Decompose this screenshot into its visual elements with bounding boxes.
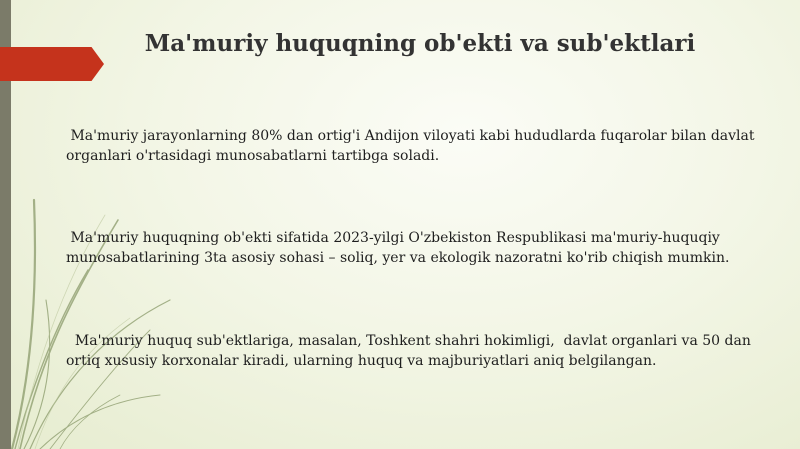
paragraph-3: Ma'muriy huquq sub'ektlariga, masalan, Toshkent shahri hokimligi, davlat organlari va 50 dan ortiq xususiy korxonalar kiradi, ularning huquq va majburiyatlari aniq belgilangan. (66, 333, 756, 369)
slide-title: Ma'muriy huquqning ob'ekti va sub'ektlari (144, 30, 696, 57)
title-arrow-tab (0, 47, 104, 81)
paragraph-2: Ma'muriy huquqning ob'ekti sifatida 2023-yilgi O'zbekiston Respublikasi ma'muriy-huquqiy munosabatlarining 3ta asosiy sohasi – soliq, yer va ekologik nazoratni ko'rib chiqish mumkin. (66, 230, 730, 266)
paragraph-1: Ma'muriy jarayonlarning 80% dan ortig'i Andijon viloyati kabi hududlarda fuqarolar bilan davlat organlari o'rtasidagi munosabatlarni tartibga soladi. (66, 128, 759, 164)
